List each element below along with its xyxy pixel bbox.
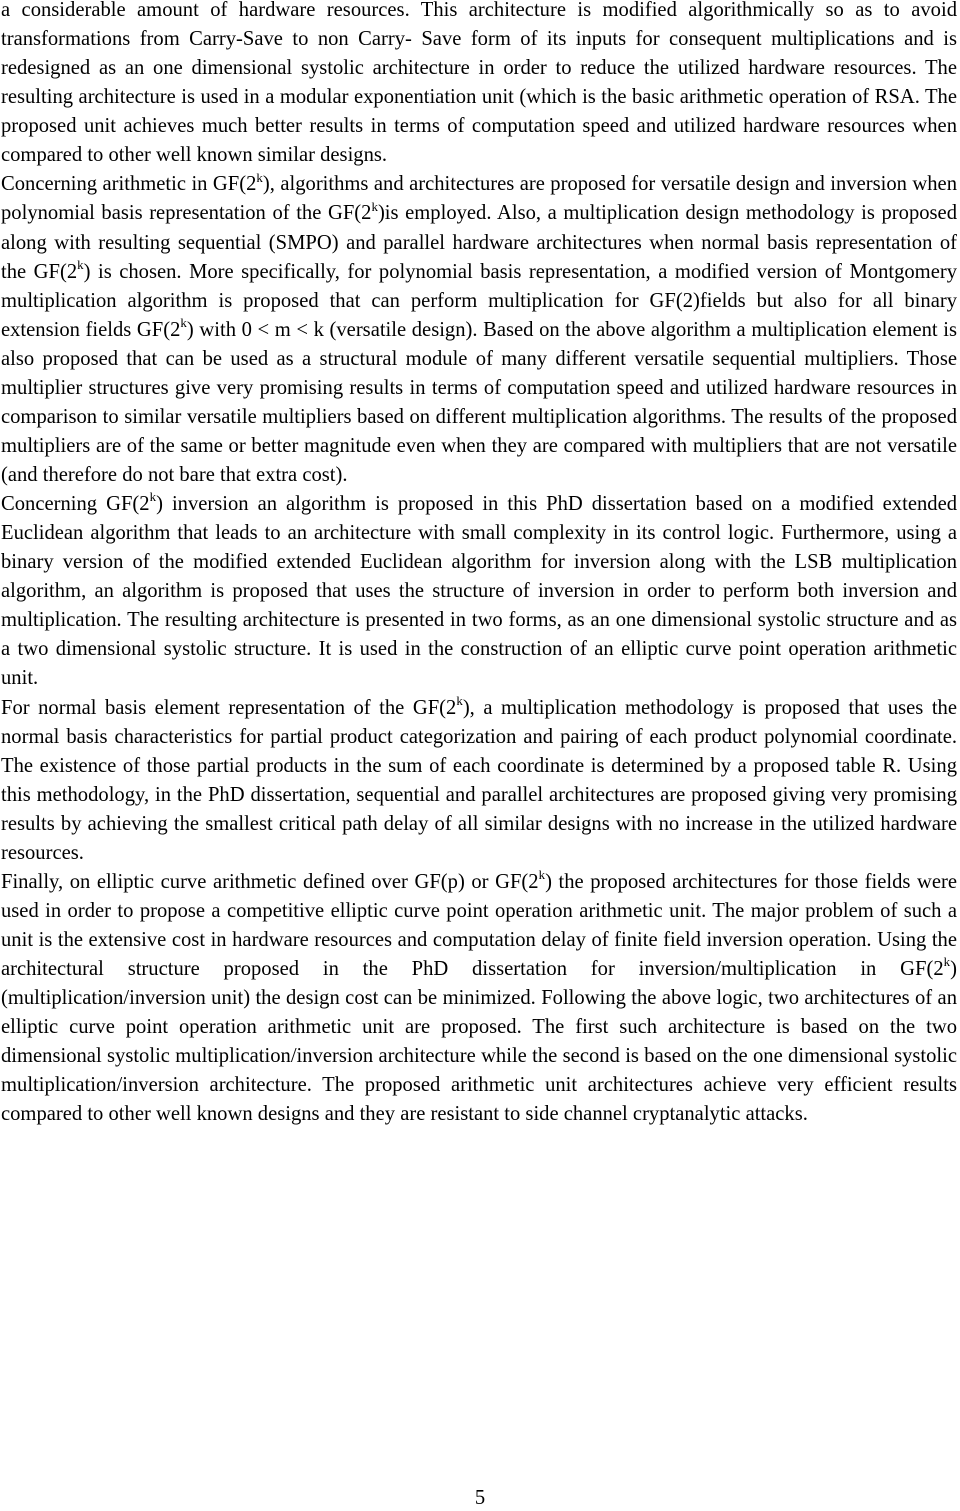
paragraph-gf2k-inversion — [1, 490, 957, 693]
text-segment: For normal basis element representation of the GF(2 — [1, 696, 457, 719]
superscript-k: k — [180, 314, 187, 330]
page-number: 5 — [474, 1487, 486, 1509]
text-segment: ), algorithms and architectures are proposed for versatile design and inversion when polynomial basis representation of the GF(2 — [1, 173, 957, 225]
superscript-k: k — [256, 169, 263, 185]
superscript-k: k — [371, 198, 378, 214]
text-segment: ) the proposed architectures for those fields were used in order to propose a competitive elliptic curve point operation arithmetic unit. The major problem of such a unit is the extensive cost in hardware resources and computation delay of finite field inversion operation. Using the architectural structure proposed in the PhD dissertation for inversion/multiplication in GF(2 — [1, 870, 957, 981]
text-segment: ) inversion an algorithm is proposed in this PhD dissertation based on a modified extended Euclidean algorithm that leads to an architecture with small complexity in its control logic. Furthermore, using a binary version of the modified extended Euclidean algorithm for inversion along with the LSB multiplication algorithm, an algorithm is proposed that uses the structure of inversion in order to perform both inversion and multiplication. The resulting architecture is presented in two forms, as an one dimensional systolic structure and as a two dimensional systolic structure. It is used in the construction of an elliptic curve point operation arithmetic unit. — [1, 493, 958, 690]
body-text — [1, 0, 957, 1129]
superscript-k: k — [943, 954, 951, 970]
text-segment: )is employed. Also, a multiplication design methodology is proposed along with resulting sequential (SMPO) and parallel hardware architectures when normal basis representation of the GF(2 — [1, 202, 957, 283]
text-segment: ), a multiplication methodology is proposed that uses the normal basis characteristics for partial product categorization and pairing of each product polynomial coordinate. The existence of those partial products in the sum of each coordinate is determined by a proposed table R. Using this methodology, in the PhD dissertation, sequential and parallel architectures are proposed giving very promising results by achieving the smallest critical path delay of all similar designs with no increase in the utilized hardware resources. — [1, 696, 957, 864]
text-segment: ) is chosen. More specifically, for polynomial basis representation, a modified version of Montgomery multiplication algorithm is proposed that can perform multiplication for GF(2)fields but also for all binary extension fields GF(2 — [1, 260, 957, 341]
superscript-k: k — [456, 692, 463, 708]
text-segment: a considerable amount of hardware resources. This architecture is modified algorithmically so as to avoid transformations from Carry-Save to non Carry- Save form of its inputs for consequent multiplications and is redesigned as an one dimensional systolic architecture in order to reduce the utilized hardware resources. The resulting architecture is used in a modular exponentiation unit (which is the basic arithmetic operation of RSA. The proposed unit achieves much better results in terms of computation speed and utilized hardware resources when compared to other well known similar designs. — [1, 0, 957, 167]
superscript-k: k — [149, 489, 157, 505]
superscript-k: k — [538, 867, 546, 883]
text-segment: Concerning GF(2 — [1, 493, 150, 516]
paragraph-gf2k-arithmetic — [1, 170, 957, 490]
superscript-k: k — [77, 256, 84, 272]
text-segment: Finally, on elliptic curve arithmetic defined over GF(p) or GF(2 — [1, 870, 539, 893]
text-segment: ) (multiplication/inversion unit) the design cost can be minimized. Following the above logic, two architectures of an elliptic curve point operation arithmetic unit are proposed. The first such architecture is based on the two dimensional systolic multiplication/inversion architecture while the second is based on the one dimensional systolic multiplication/inversion architecture. The proposed arithmetic unit architectures achieve very efficient results compared to other well known designs and they are resistant to side channel cryptanalytic attacks. — [1, 958, 957, 1126]
text-segment: ) with 0 < m < k (versatile design). Based on the above algorithm a multiplication element is also proposed that can be used as a structural module of many different versatile sequential multipliers. Those multiplier structures give very promising results in terms of computation speed and utilized hardware resources in comparison to similar versatile multipliers based on different multiplication algorithms. The results of the proposed multipliers are of the same or better magnitude even when they are compared with multipliers that are not versatile (and therefore do not bare that extra cost). — [1, 318, 958, 486]
paragraph-normal-basis — [1, 694, 957, 868]
text-segment: Concerning arithmetic in GF(2 — [1, 173, 257, 196]
paragraph-elliptic-curve — [1, 868, 957, 1130]
paragraph-rsa-architecture — [1, 0, 957, 170]
